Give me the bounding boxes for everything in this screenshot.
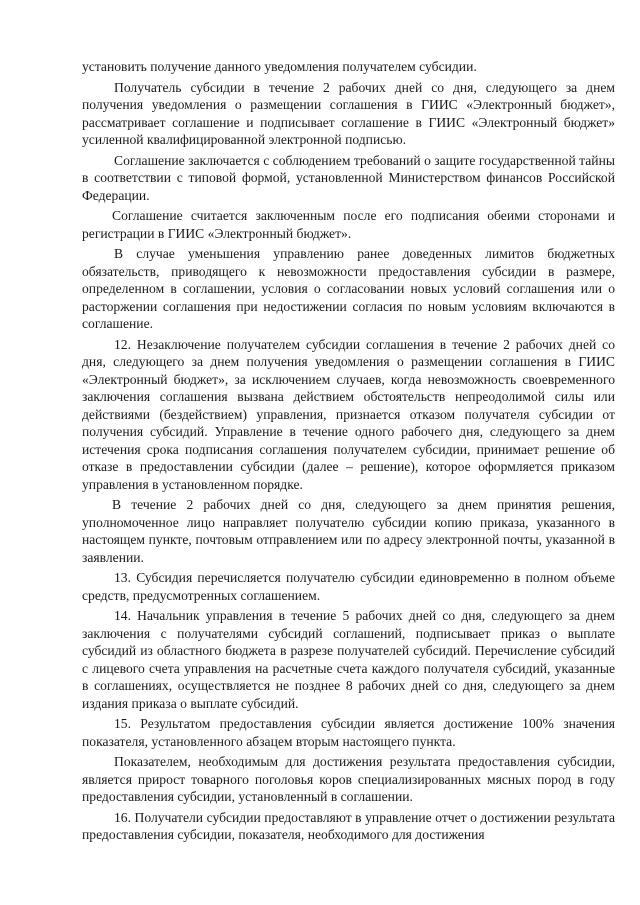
paragraph-1: установить получение данного уведомления получателем субсидии. [82,59,477,74]
document-page [82,58,615,847]
paragraph-7: В течение 2 рабочих дней со дня, следующего за днем принятия решения, уполномоченное лицо направляет получателю субсидии копию приказа, указанного в настоящем пункте, почтовым отправлением или по адресу электронной почты, указанной в заявлении. [82,497,615,565]
paragraph-6: 12. Незаключение получателем субсидии соглашения в течение 2 рабочих дней со дня, следующего за днем получения уведомления о размещении соглашения в ГИИС «Электронный бюджет», за исключением случаев, когда невозможность своевременного заключения соглашения вызвана действием обстоятельств непреодолимой силы или действиями (бездействием) управления, признается отказом получателя субсидии от получения субсидий. Управление в течение одного рабочего дня, следующего за днем истечения срока подписания соглашения получателем субсидии, принимает решение об отказе в предоставлении субсидии (далее – решение), которое оформляется приказом управления в установленном порядке. [82,336,615,492]
paragraph-4: Соглашение считается заключенным после его подписания обеими сторонами и регистрации в ГИИС «Электронный бюджет». [82,208,615,241]
paragraph-9: 14. Начальник управления в течение 5 рабочих дней со дня, следующего за днем заключения с получателями субсидий соглашений, подписывает приказ о выплате субсидий из областного бюджета в разрезе получателей субсидий. Перечисление субсидий с лицевого счета управления на расчетные счета каждого получателя субсидий, указанные в соглашениях, осуществляется не позднее 8 рабочих дней со дня, следующего за днем издания приказа о выплате субсидий. [82,608,615,711]
paragraph-3: Соглашение заключается с соблюдением требований о защите государственной тайны в соответствии с типовой формой, установленной Министерством финансов Российской Федерации. [82,152,615,203]
paragraph-2: Получатель субсидии в течение 2 рабочих дней со дня, следующего за днем получения уведомления о размещении соглашения в ГИИС «Электронный бюджет», рассматривает соглашение и подписывает соглашение в ГИИС «Электронный бюджет» усиленной квалифицированной электронной подписью. [82,79,615,147]
paragraph-11: Показателем, необходимым для достижения результата предоставления субсидии, является прирост товарного поголовья коров специализированных мясных пород в году предоставления субсидии, установленный в соглашении. [82,754,615,804]
paragraph-10: 15. Результатом предоставления субсидии является достижение 100% значения показателя, установленного абзацем вторым настоящего пункта. [82,716,615,749]
paragraph-12: 16. Получатели субсидии предоставляют в управление отчет о достижении результата предоставления субсидии, показателя, необходимого для достижения [82,809,615,842]
paragraph-5: В случае уменьшения управлению ранее доведенных лимитов бюджетных обязательств, приводящего к невозможности предоставления субсидии в размере, определенном в соглашении, условия о согласовании новых условий соглашения или о расторжении соглашения при недостижении согласия по новым условиям включаются в соглашение. [82,246,615,331]
paragraph-8: 13. Субсидия перечисляется получателю субсидии единовременно в полном объеме средств, предусмотренных соглашением. [82,570,615,603]
